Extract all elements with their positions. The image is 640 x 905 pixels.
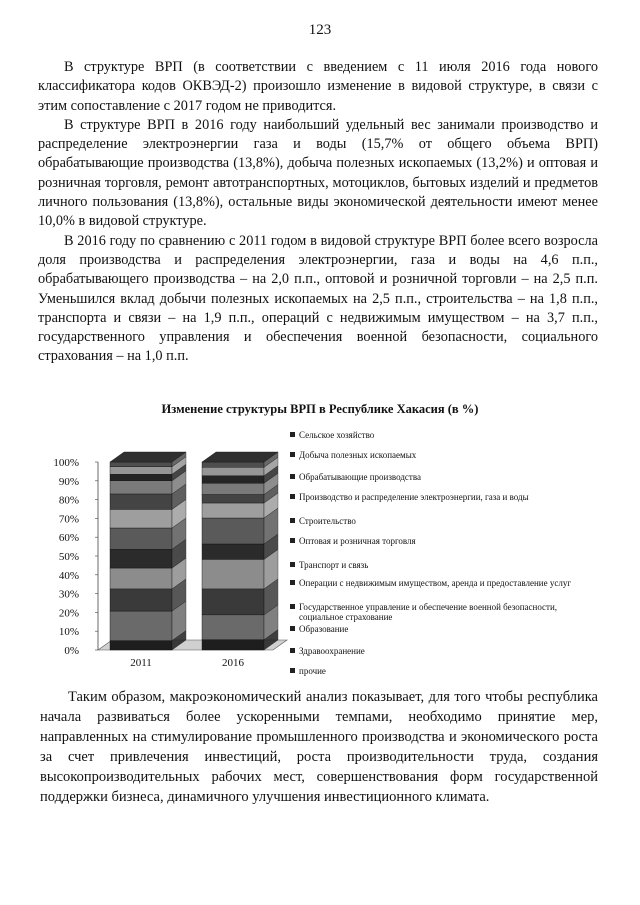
legend-swatch	[290, 580, 295, 585]
legend-swatch	[290, 518, 295, 523]
legend-item	[290, 492, 600, 502]
legend-label: Операции с недвижимым имуществом, аренда и предоставление услуг	[299, 578, 572, 588]
y-tick-label: 80%	[58, 494, 79, 507]
legend-swatch	[290, 626, 295, 631]
y-tick-label: 100%	[53, 457, 79, 469]
legend-swatch	[290, 648, 295, 653]
bar-segment	[202, 518, 264, 544]
bar-segment	[202, 503, 264, 518]
bar-segment	[202, 467, 264, 475]
y-tick-label: 30%	[58, 588, 79, 601]
legend-item	[290, 516, 600, 526]
legend-swatch	[290, 474, 295, 479]
page-number: 123	[308, 22, 332, 38]
conclusion-text	[40, 687, 598, 807]
legend-label: Обрабатывающие производства	[299, 472, 421, 482]
x-tick-label: 2016	[222, 657, 244, 669]
legend-item	[290, 602, 600, 622]
paragraph-3: В 2016 году по сравнению с 2011 годом в видовой структуре ВРП более всего возросла доля производства и распределения электроэнергии, газа и воды на 4,6 п.п., обрабатывающего производства – на 2,0 п.п., оптовой и розничной торговли – на 2,5 п.п. Уменьшился вклад добычи полезных ископаемых на 2,5 п.п., строительства – на 1,8 п.п., транспорта и связи – на 1,9 п.п., операций с недвижимым имуществом – на 3,7 п.п., государственного управления и обеспечения военной безопасности, социального страхования – на 1,0 п.п.	[38, 232, 598, 365]
legend-swatch	[290, 604, 295, 609]
bar-segment	[202, 476, 264, 484]
bar-segment	[110, 509, 172, 528]
bar-segment	[110, 611, 172, 641]
legend-item	[290, 560, 600, 570]
bar-segment	[110, 462, 172, 467]
bar-segment	[110, 474, 172, 481]
legend-label: Здравоохранение	[299, 646, 365, 656]
legend-item	[290, 472, 600, 482]
legend-label: Оптовая и розничная торговля	[299, 536, 416, 546]
legend-label: Транспорт и связь	[299, 560, 369, 570]
legend-label: Государственное управление и обеспечение военной безопасности, социальное страхование	[299, 602, 558, 622]
legend-label: Производство и распределение электроэнергии, газа и воды	[299, 492, 529, 502]
legend-swatch	[290, 562, 295, 567]
chart-title: Изменение структуры ВРП в Республике Хакасия (в %)	[161, 402, 479, 416]
bar-segment	[110, 589, 172, 611]
legend-item	[290, 646, 600, 656]
legend-label: Сельское хозяйство	[299, 430, 375, 440]
y-tick-label: 0%	[64, 645, 79, 657]
bar-segment	[202, 559, 264, 589]
bar-segment	[110, 494, 172, 509]
bar-segment	[202, 589, 264, 615]
legend-item	[290, 450, 600, 460]
paragraph-1: В структуре ВРП (в соответствии с введением с 11 июля 2016 года нового классификатора кодов ОКВЭД-2) произошло изменение в видовой структуре, в связи с этим сопоставление с 2017 годом не приводится.	[38, 59, 598, 114]
bar-segment	[202, 462, 264, 467]
y-tick-label: 70%	[58, 513, 79, 526]
y-tick-label: 20%	[58, 607, 79, 620]
legend-item	[290, 624, 600, 634]
legend-item	[290, 578, 600, 588]
bar-segment	[110, 467, 172, 475]
legend-item	[290, 666, 600, 676]
legend-swatch	[290, 538, 295, 543]
legend-swatch	[290, 432, 295, 437]
paragraph-2: В структуре ВРП в 2016 году наибольший удельный вес занимали производство и распределение электроэнергии газа и воды (15,7% от общего объема ВРП) обрабатывающие производства (13,8%), добыча полезных ископаемых (13,2%) и оптовая и розничная торговля, ремонт автотранспортных, мотоциклов, бытовых изделий и предметов личного пользования (13,8%), остальные виды экономической деятельности имеют менее 10,0% в видовой структуре.	[38, 116, 598, 230]
x-tick-label: 2011	[130, 657, 152, 669]
bar-segment	[110, 549, 172, 568]
legend-label: Строительство	[299, 516, 356, 526]
bar-segment	[110, 641, 172, 650]
bar-segment	[202, 544, 264, 559]
legend-label: прочие	[299, 666, 326, 676]
bar-segment	[202, 615, 264, 640]
y-tick-label: 60%	[58, 532, 79, 545]
legend-swatch	[290, 494, 295, 499]
y-tick-label: 90%	[58, 475, 79, 488]
body-text	[38, 58, 598, 367]
y-tick-label: 40%	[58, 569, 79, 582]
legend-item	[290, 430, 600, 440]
y-tick-label: 50%	[58, 551, 79, 563]
bar-segment	[110, 528, 172, 549]
bar-segment	[110, 481, 172, 494]
y-tick-label: 10%	[58, 626, 79, 639]
bar-segment	[110, 568, 172, 589]
bar-segment	[202, 640, 264, 650]
legend-item	[290, 536, 600, 546]
legend-label: Образование	[299, 624, 349, 634]
conclusion-paragraph: Таким образом, макроэкономический анализ показывает, для того чтобы республика начала развиваться более ускоренными темпами, необходимо принятие мер, направленных на стимулирование промышленного производства и экономического роста за счет привлечения инвестиций, роста производительности труда, создания высокопроизводительных рабочих мест, совершенствования форм государственной поддержки бизнеса, динамичного улучшения инвестиционного климата.	[40, 689, 598, 805]
legend-label: Добыча полезных ископаемых	[299, 450, 417, 460]
bar-segment	[202, 495, 264, 503]
bar-segment	[202, 483, 264, 494]
stacked-bar-chart	[0, 425, 640, 680]
legend-swatch	[290, 668, 295, 673]
legend-swatch	[290, 452, 295, 457]
